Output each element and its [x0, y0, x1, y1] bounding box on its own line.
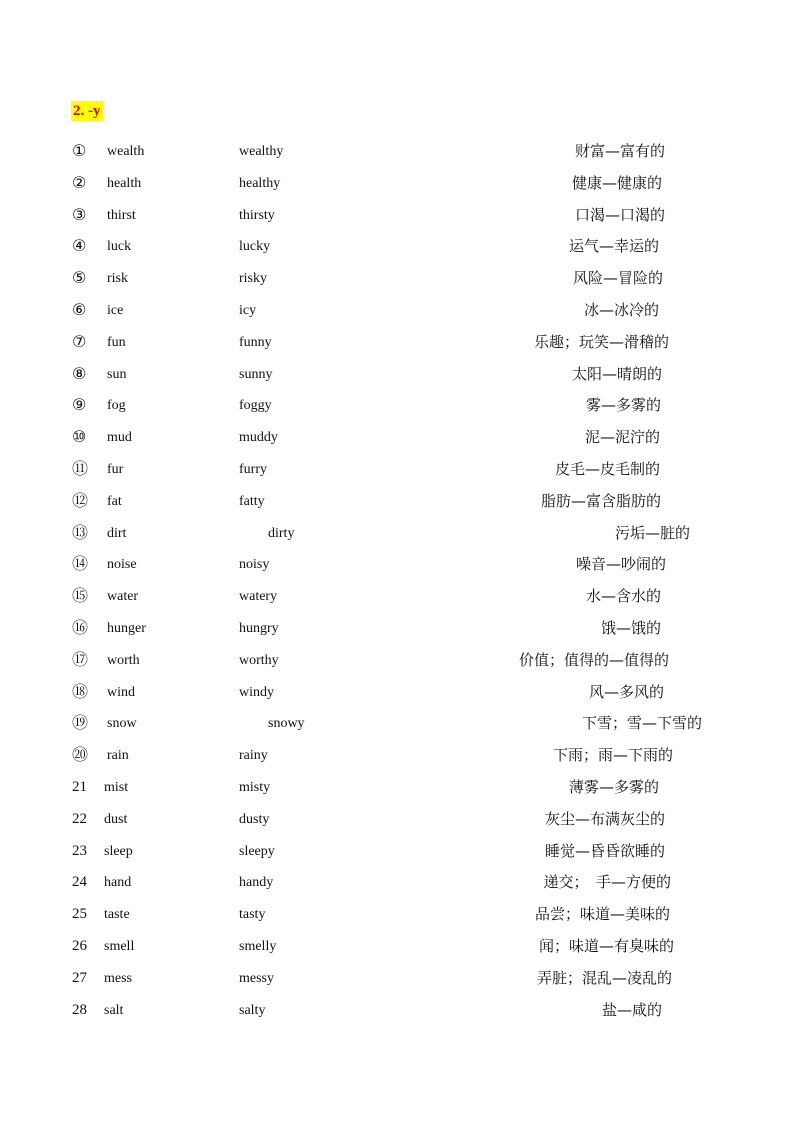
chinese-meaning: 灰尘—布满灰尘的	[544, 810, 665, 828]
base-word: luck	[107, 239, 132, 254]
adjective-word: sunny	[239, 367, 273, 382]
vocab-row	[0, 426, 794, 450]
base-word: snow	[107, 716, 137, 731]
base-word: sleep	[104, 844, 133, 859]
adjective-word: dirty	[268, 526, 295, 541]
chinese-meaning: 风险—冒险的	[572, 269, 663, 287]
base-word: dirt	[107, 526, 127, 541]
adjective-word: smelly	[239, 939, 277, 954]
chinese-meaning: 健康—健康的	[571, 174, 662, 192]
chinese-meaning: 闻；味道—有臭味的	[538, 937, 674, 955]
vocab-row	[0, 967, 794, 991]
base-word: worth	[107, 653, 140, 668]
chinese-meaning: 下雨；雨—下雨的	[552, 746, 673, 764]
item-number: ⑫	[72, 491, 89, 510]
vocab-row	[0, 617, 794, 641]
chinese-meaning: 递交； 手—方便的	[543, 873, 671, 891]
adjective-word: fatty	[239, 494, 265, 509]
item-number: ④	[72, 236, 87, 255]
base-word: hunger	[107, 621, 146, 636]
chinese-meaning: 薄雾—多雾的	[568, 778, 659, 796]
vocab-row	[0, 999, 794, 1023]
adjective-word: thirsty	[239, 208, 275, 223]
adjective-word: dusty	[239, 812, 270, 827]
adjective-word: icy	[239, 303, 257, 318]
base-word: water	[107, 589, 139, 604]
item-number: ⑰	[72, 650, 89, 669]
item-number: ⑬	[72, 523, 89, 542]
item-number: ⑮	[72, 586, 89, 605]
base-word: sun	[107, 367, 127, 382]
vocab-row	[0, 840, 794, 864]
chinese-meaning: 雾—多雾的	[585, 396, 661, 414]
vocab-row	[0, 776, 794, 800]
chinese-meaning: 风—多风的	[588, 683, 664, 701]
base-word: dust	[104, 812, 128, 827]
vocab-row	[0, 363, 794, 387]
chinese-meaning: 乐趣；玩笑—滑稽的	[533, 333, 669, 351]
base-word: risk	[107, 271, 128, 286]
base-word: fun	[107, 335, 126, 350]
item-number: ⑭	[72, 554, 89, 573]
base-word: taste	[104, 907, 130, 922]
base-word: salt	[104, 1003, 124, 1018]
vocab-row	[0, 235, 794, 259]
adjective-word: snowy	[268, 716, 305, 731]
chinese-meaning: 盐—咸的	[601, 1001, 662, 1019]
item-number: ⑦	[72, 332, 87, 351]
item-number: 27	[72, 970, 87, 986]
base-word: wealth	[107, 144, 145, 159]
item-number: 25	[72, 906, 87, 922]
adjective-word: handy	[239, 875, 274, 890]
base-word: mist	[104, 780, 129, 795]
item-number: ⑨	[72, 395, 87, 414]
vocab-row	[0, 522, 794, 546]
vocab-row	[0, 712, 794, 736]
item-number: ⑳	[72, 745, 89, 764]
chinese-meaning: 饿—饿的	[600, 619, 661, 637]
base-word: noise	[107, 557, 137, 572]
adjective-word: rainy	[239, 748, 268, 763]
chinese-meaning: 脂肪—富含脂肪的	[540, 492, 661, 510]
chinese-meaning: 污垢—脏的	[614, 524, 690, 542]
vocab-row	[0, 903, 794, 927]
base-word: thirst	[107, 208, 136, 223]
adjective-word: healthy	[239, 176, 281, 191]
base-word: hand	[104, 875, 132, 890]
vocab-row	[0, 204, 794, 228]
base-word: fog	[107, 398, 126, 413]
item-number: ⑥	[72, 300, 87, 319]
adjective-word: sleepy	[239, 844, 275, 859]
adjective-word: watery	[239, 589, 278, 604]
adjective-word: furry	[239, 462, 267, 477]
vocab-row	[0, 553, 794, 577]
adjective-word: misty	[239, 780, 271, 795]
vocab-row	[0, 744, 794, 768]
adjective-word: wealthy	[239, 144, 284, 159]
vocab-row	[0, 681, 794, 705]
item-number: 26	[72, 938, 87, 954]
chinese-meaning: 泥—泥泞的	[584, 428, 660, 446]
item-number: 24	[72, 874, 87, 890]
vocab-row	[0, 331, 794, 355]
item-number: 28	[72, 1002, 87, 1018]
adjective-word: funny	[239, 335, 272, 350]
adjective-word: tasty	[239, 907, 266, 922]
chinese-meaning: 噪音—吵闹的	[575, 555, 666, 573]
chinese-meaning: 价值；值得的—值得的	[518, 651, 669, 669]
item-number: ⑤	[72, 268, 87, 287]
vocab-row	[0, 458, 794, 482]
adjective-word: noisy	[239, 557, 270, 572]
item-number: ③	[72, 205, 87, 224]
item-number: ⑩	[72, 427, 87, 446]
item-number: 22	[72, 811, 87, 827]
base-word: smell	[104, 939, 135, 954]
chinese-meaning: 下雪；雪—下雪的	[581, 714, 702, 732]
vocab-row	[0, 649, 794, 673]
chinese-meaning: 水—含水的	[585, 587, 661, 605]
item-number: ⑧	[72, 364, 87, 383]
item-number: 23	[72, 843, 87, 859]
item-number: ⑯	[72, 618, 89, 637]
base-word: mud	[107, 430, 132, 445]
chinese-meaning: 运气—幸运的	[568, 237, 659, 255]
vocab-row	[0, 871, 794, 895]
adjective-word: risky	[239, 271, 267, 286]
chinese-meaning: 睡觉—昏昏欲睡的	[544, 842, 665, 860]
chinese-meaning: 冰—冰冷的	[583, 301, 659, 319]
base-word: rain	[107, 748, 129, 763]
chinese-meaning: 品尝；味道—美味的	[534, 905, 670, 923]
base-word: wind	[107, 685, 135, 700]
base-word: health	[107, 176, 142, 191]
vocab-row	[0, 267, 794, 291]
adjective-word: worthy	[239, 653, 279, 668]
item-number: ⑱	[72, 682, 89, 701]
adjective-word: messy	[239, 971, 274, 986]
chinese-meaning: 太阳—晴朗的	[571, 365, 662, 383]
vocab-row	[0, 140, 794, 164]
base-word: fat	[107, 494, 122, 509]
chinese-meaning: 财富—富有的	[574, 142, 665, 160]
vocab-row	[0, 172, 794, 196]
base-word: ice	[107, 303, 124, 318]
item-number: ⑪	[72, 459, 89, 478]
vocab-row	[0, 299, 794, 323]
adjective-word: hungry	[239, 621, 279, 636]
vocab-row	[0, 394, 794, 418]
chinese-meaning: 弄脏；混乱—凌乱的	[536, 969, 672, 987]
adjective-word: muddy	[239, 430, 278, 445]
base-word: fur	[107, 462, 124, 477]
vocab-row	[0, 585, 794, 609]
adjective-word: windy	[239, 685, 274, 700]
item-number: 21	[72, 779, 87, 795]
item-number: ②	[72, 173, 87, 192]
chinese-meaning: 皮毛—皮毛制的	[554, 460, 660, 478]
vocab-row	[0, 935, 794, 959]
chinese-meaning: 口渴—口渴的	[574, 206, 665, 224]
item-number: ⑲	[72, 713, 89, 732]
adjective-word: foggy	[239, 398, 272, 413]
adjective-word: salty	[239, 1003, 266, 1018]
item-number: ①	[72, 141, 87, 160]
vocab-row	[0, 808, 794, 832]
section-heading: 2. -y	[73, 103, 101, 119]
adjective-word: lucky	[239, 239, 271, 254]
base-word: mess	[104, 971, 132, 986]
vocab-row	[0, 490, 794, 514]
